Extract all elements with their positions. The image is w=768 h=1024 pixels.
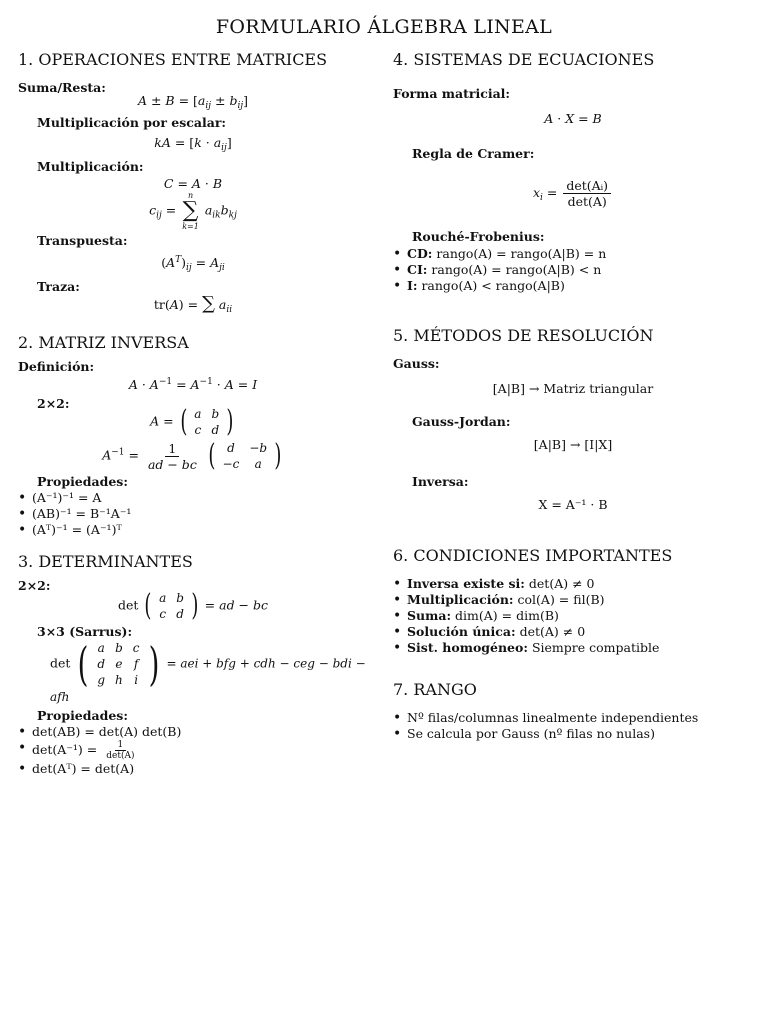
section-rango: [393, 680, 753, 742]
list-rouche: [393, 246, 753, 294]
left-column: [18, 50, 368, 777]
right-column: [393, 50, 753, 742]
fraction: $\frac{1}{\det(A)}$: [106, 740, 135, 761]
eq-suma: $A \pm B = [a_{ij} \pm b_{ij}]$: [137, 93, 249, 111]
list-item: • I: rango(A) < rango(A|B): [407, 278, 753, 294]
section-title: 4. SISTEMAS DE ECUACIONES: [393, 50, 655, 69]
section-title: 6. CONDICIONES IMPORTANTES: [393, 546, 673, 565]
matrix-2x2: ( a b c d ): [144, 588, 199, 623]
label-traza: Traza:: [37, 279, 80, 294]
list-item: • det(Aᵀ) = det(A): [32, 761, 368, 777]
label-3x3: 3×3 (Sarrus):: [37, 624, 133, 639]
list-item: • (Aᵀ)⁻¹ = (A⁻¹)ᵀ: [32, 522, 368, 538]
matrix-a: ( a b c d ): [179, 404, 234, 439]
label-gauss: Gauss:: [393, 356, 440, 371]
eq-forma: A · X = B: [544, 111, 602, 126]
label-transpuesta: Transpuesta:: [37, 233, 128, 248]
list-propiedades-det: [18, 724, 368, 777]
label-propiedades: Propiedades:: [37, 708, 128, 723]
section-title: 3. DETERMINANTES: [18, 552, 193, 571]
list-propiedades-inversa: [18, 490, 368, 538]
eq-inversa-2x2: $A^{-1}$ = $\frac{1}{ad - bc}$ ( d −b −c a ): [18, 440, 368, 472]
section-determinantes: [18, 552, 368, 777]
section-metodos: [393, 326, 753, 514]
eq-cramer: $x_i$ = $\frac{\text{det(Aᵢ)}}{\det(A)}$: [393, 178, 753, 209]
section-inversa: [18, 333, 368, 538]
list-item: • CI: rango(A) = rango(A|B) < n: [407, 262, 753, 278]
list-rango: [393, 710, 753, 742]
eq-transpuesta: $(A^T)_{ij} = A_{ji}$: [161, 255, 225, 273]
label-escalar: Multiplicación por escalar:: [37, 115, 227, 130]
label-forma: Forma matricial:: [393, 86, 511, 101]
list-item: • CD: rango(A) = rango(A|B) = n: [407, 246, 753, 262]
label-2x2: 2×2:: [18, 578, 51, 593]
page-title: FORMULARIO ÁLGEBRA LINEAL: [215, 16, 553, 38]
eq-gauss: [A|B] → Matriz triangular: [492, 381, 654, 396]
section-condiciones: [393, 546, 753, 656]
list-item: • Se calcula por Gauss (nº filas no nulas): [407, 726, 753, 742]
list-item: • Sist. homogéneo: Siempre compatible: [407, 640, 753, 656]
sum-symbol: n ∑ k=1: [182, 191, 199, 231]
section-operaciones: [18, 50, 368, 319]
list-item: • Solución única: det(A) ≠ 0: [407, 624, 753, 640]
section-title: 7. RANGO: [393, 680, 477, 699]
label-2x2: 2×2:: [37, 396, 70, 411]
label-rouche: Rouché-Frobenius:: [412, 229, 545, 244]
list-item: • det(A⁻¹) = $\frac{1}{\det(A)}$: [32, 740, 368, 761]
list-item: • Multiplicación: col(A) = fil(B): [407, 592, 753, 608]
list-condiciones: [393, 576, 753, 656]
label-gauss-jordan: Gauss-Jordan:: [412, 414, 511, 429]
list-item: • Suma: dim(A) = dim(B): [407, 608, 753, 624]
label-inversa: Inversa:: [412, 474, 469, 489]
label-suma: Suma/Resta:: [18, 80, 106, 95]
fraction: $\frac{1}{ad - bc}$: [147, 440, 197, 472]
eq-traza: tr(A) = ∑ $a_{ii}$: [153, 293, 233, 315]
section-title: 2. MATRIZ INVERSA: [18, 333, 189, 352]
section-title: 1. OPERACIONES ENTRE MATRICES: [18, 50, 328, 69]
label-multiplicacion: Multiplicación:: [37, 159, 144, 174]
eq-matriz-a: A = ( a b c d ): [18, 406, 368, 438]
matrix-3x3: ( a b c d e f g h i ): [77, 637, 159, 691]
label-definicion: Definición:: [18, 359, 95, 374]
list-item: • (A⁻¹)⁻¹ = A: [32, 490, 368, 506]
eq-escalar: kA = $[k \cdot a_{ij}]$: [154, 135, 232, 153]
eq-det-3x3: det ( a b c d e f g h i ) = aei + bfg + cdh − ceg − bdi − afh: [50, 637, 366, 704]
label-propiedades: Propiedades:: [37, 474, 128, 489]
list-item: • Inversa existe si: det(A) ≠ 0: [407, 576, 753, 592]
eq-cij: $c_{ij}$ = n ∑ k=1 $a_{ik}b_{kj}$: [149, 191, 237, 231]
section-title: 5. MÉTODOS DE RESOLUCIÓN: [393, 326, 654, 345]
list-item: • det(AB) = det(A) det(B): [32, 724, 368, 740]
eq-det-2x2: det ( a b c d ) = ad − bc: [118, 588, 268, 623]
section-sistemas: [393, 50, 753, 294]
eq-definicion: $A \cdot A^{-1} = A^{-1} \cdot A = I$: [128, 377, 258, 392]
label-cramer: Regla de Cramer:: [412, 146, 535, 161]
eq-gauss-jordan: [A|B] → [I|X]: [533, 437, 613, 452]
fraction: $\frac{\text{det(Aᵢ)}}{\det(A)}$: [563, 178, 611, 209]
list-item: • (AB)⁻¹ = B⁻¹A⁻¹: [32, 506, 368, 522]
matrix-adj: ( d −b −c a ): [208, 438, 282, 473]
eq-mult: C = A · B: [163, 176, 223, 191]
eq-inversa: X = A⁻¹ · B: [538, 497, 608, 512]
list-item: • Nº filas/columnas linealmente independientes: [407, 710, 753, 726]
